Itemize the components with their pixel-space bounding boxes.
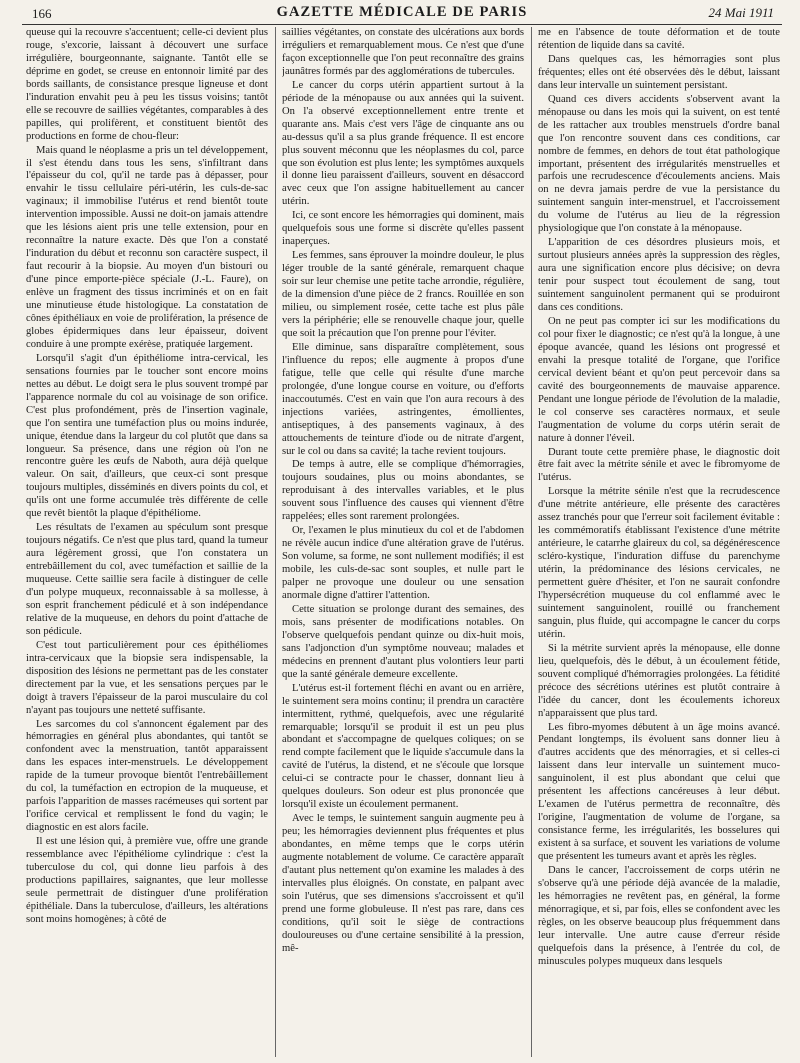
page-number: 166: [32, 6, 52, 21]
column-2: [282, 27, 524, 1057]
paragraph: Durant toute cette première phase, le diagnostic doit être fait avec la métrite sénile et avec le fibromyome de l'utérus.: [538, 446, 780, 484]
paragraph: Or, l'examen le plus minutieux du col et de l'abdomen ne révèle aucun indice d'une altération grave de l'utérus. Son volume, sa forme, ne sont nullement modifiés; il est mobile, les culs-de-sac sont souples, et nulle part le palper ne provoque une douleur ou une sensation anormale digne d'attirer l'attention.: [282, 525, 524, 601]
paragraph: Il est une lésion qui, à première vue, offre une grande ressemblance avec l'épithéliome cylindrique : c'est la tuberculose du col, qui donne lieu parfois à des productions papillaires, saignantes, que leur mollesse seule permettrait de distinguer d'une prolifération épithéliale. Dans la tuberculose, d'ailleurs, les altérations sont moins homogènes; à côté de: [26, 836, 268, 925]
paragraph: Lorsqu'il s'agit d'un épithéliome intra-cervical, les sensations fournies par le toucher sont encore moins nettes au début. Le doigt sera le plus souvent trompé par l'apparence normale du col au voisinage de son orifice. C'est plus profondément, près de l'insertion vaginale, que l'on sentira une tuméfaction plus ou moins indurée, unique, étendue dans la largeur du col plutôt que dans sa longueur. Sa présence, dans une région où l'on ne rencontre guère les œufs de Naboth, aura déjà quelque valeur. On sait, d'ailleurs, que ceux-ci sont presque toujours multiples, disséminés en divers points du col, et qu'ils ont une forme accumulée très différente de celle que revêt bientôt la plaque d'épithéliome.: [26, 352, 268, 520]
paragraph: Avec le temps, le suintement sanguin augmente peu à peu; les hémorragies deviennent plus fréquentes et plus abondantes, en même temps que le corps utérin augmente notablement de volume. Ce caractère apparaît d'autant plus nettement qu'on examine les malades à des intervalles plus éloignés. On constate, en palpant avec soin l'utérus, que ses dimensions s'accroissent et qu'il prend une forme globuleuse. Il n'est pas rare, dans ces conditions, qu'il soit le siège de contractions douloureuses ou d'une certaine sensibilité à la pression, mê-: [282, 813, 524, 954]
paragraph: Les résultats de l'examen au spéculum sont presque toujours négatifs. Ce n'est que plus tard, quand la tumeur aura légèrement grossi, que l'on constatera un entrebâillement du col, avec tuméfaction et saillie de la muqueuse. Cette saillie sera facile à distinguer de celle d'un polype muqueux, reconnaissable à sa mollesse, à son esprit franchement pédiculé et à son indépendance relative de la muqueuse, en dehors du point d'attache de son pédicule.: [26, 522, 268, 637]
paragraph: L'utérus est-il fortement fléchi en avant ou en arrière, le suintement sera moins continu; il prendra un caractère intermittent, rythmé, quelquefois, avec une régularité remarquable; lorsqu'il se produit il est un peu plus abondant et s'accompagne de quelques coliques; on se rend compte facilement que le liquide s'accumule dans la cavité de l'utérus, la distend, et ne s'écoule que lorsque celui-ci se contracte pour le chasser, donnant lieu à quelques douleurs. Son odeur est plus prononcée que lorsqu'il existe un écoulement permanent.: [282, 682, 524, 811]
issue-date: 24 Mai 1911: [708, 5, 774, 20]
paragraph: Cette situation se prolonge durant des semaines, des mois, sans présenter de modifications notables. On l'observe quelquefois pendant quinze ou dix-huit mois, sans l'adjonction d'un symptôme nouveau; malades et médecins en prennent d'autant plus volontiers leur parti que la santé générale demeure excellente.: [282, 603, 524, 680]
column-3: [538, 27, 780, 1057]
paragraph: Mais quand le néoplasme a pris un tel développement, il s'est étendu dans tous les sens, s'infiltrant dans l'épaisseur du col, qu'il ne tarde pas à dépasser, pour envahir le tissu cellulaire péri-utérin, les culs-de-sac vaginaux; il immobilise l'utérus et rend bientôt toute intervention impossible. Aussi ne doit-on jamais attendre que les lésions aient pris une telle extension, pour en reconnaître la nature exacte. Dès que l'on a constaté l'induration du début et reconnu son caractère suspect, il faut recourir à la biopsie. Au moyen d'un bistouri ou d'une pince emporte-pièce spéciale (J.-L. Faure), on enlève un fragment des tissus incriminés et on en fait une minutieuse étude histologique. La constatation de cônes épithéliaux en voie de prolifération, la présence de globes épidermiques dans leur épaisseur, doivent conduire à une prompte exérèse, pratiquée largement.: [26, 144, 268, 350]
paragraph: C'est tout particulièrement pour ces épithéliomes intra-cervicaux que la biopsie sera indispensable, la disposition des lésions ne permettant pas de les constater directement par la vue, et les sensations perçues par le doigt à travers l'épaisseur de la paroi musculaire du col n'ayant pas toujours une netteté suffisante.: [26, 639, 268, 716]
paragraph: De temps à autre, elle se complique d'hémorragies, toujours soudaines, plus ou moins abondantes, se reproduisant à des intervalles variables, et le plus souvent sous l'influence des causes qui viennent d'être rappelées; elles sont rarement prolongées.: [282, 459, 524, 523]
paragraph: Les fibro-myomes débutent à un âge moins avancé. Pendant longtemps, ils évoluent sans donner lieu à d'autres accidents que des ménorragies, et si celles-ci laissent dans leur intervalle un suintement muco-sanguinolent, il est plus abondant que celui que présentent les affections cancéreuses à leur début. L'examen de l'utérus permettra de reconnaître, dès l'origine, l'augmentation de volume de l'organe, sa consistance ferme, les irrégularités, les bosselures qui existent à sa surface, et souvent les variations de volume que présentent les tumeurs avant et après les règles.: [538, 721, 780, 863]
column-divider: [531, 27, 532, 1057]
paragraph: Si la métrite survient après la ménopause, elle donne lieu, quelquefois, dès le début, à un écoulement fétide, souvent compliqué d'hémorragies prolongées. La fétidité précoce des sécrétions utérines est plutôt contraire à l'idée du cancer, dont les écoulements ichoreux n'apparaissent que plus tard.: [538, 642, 780, 719]
paragraph: Dans le cancer, l'accroissement de corps utérin ne s'observe qu'à une période déjà avancée de la maladie, les hémorragies ne revêtent pas, en général, la forme ménorragique, et si, par fois, elles se confondent avec les règles, on les observe beaucoup plus fréquemment dans leur intervalle. Une autre cause d'erreur réside quelquefois dans la présence, à l'entrée du col, de minuscules polypes muqueux dans lesquels: [538, 865, 780, 967]
paragraph: Quand ces divers accidents s'observent avant la ménopause ou dans les mois qui la suivent, on est tenté de les rattacher aux troubles menstruels d'ordre banal que l'on rencontre souvent dans ces conditions, car nombre de femmes, en dehors de tout état pathologique important, présentent des irrégularités menstruelles et parfois une recrudescence d'écoulements anciens. Mais on ne devra jamais perdre de vue la persistance du suintement sanguin inter-menstruel, et l'accroissement du volume de l'utérus au lieu de la régression physiologique que l'on constate à la ménopause.: [538, 93, 780, 235]
paragraph: Les sarcomes du col s'annoncent également par des hémorragies en général plus abondantes, qui tantôt se confondent avec la menstruation, tantôt apparaissent dans les espaces inter-menstruels. Le développement rapide de la tumeur provoque bientôt l'entrebâillement du col, la tuméfaction en ectropion de la muqueuse, et parfois l'apparition de masses racémeuses qui sortent par l'orifice cervical et remplissent le fond du vagin; le diagnostic en est alors facile.: [26, 718, 268, 834]
column-1: [26, 27, 268, 1057]
paragraph: me en l'absence de toute déformation et de toute rétention de liquide dans sa cavité.: [538, 27, 780, 51]
paragraph: On ne peut pas compter ici sur les modifications du col pour fixer le diagnostic; ce n'est qu'à la longue, à une époque avancée, quand les lésions ont progressé et envahi la presque totalité de l'organe, que l'orifice cervical devient béant et qu'on peut percevoir dans sa cavité des bourgeonnements de mauvaise apparence. Pendant une longue période de l'évolution de la maladie, le col conserve ses caractères normaux, et seule l'augmentation de volume du corps utérin serait de nature à donner l'éveil.: [538, 315, 780, 444]
column-divider: [275, 27, 276, 1057]
paragraph: saillies végétantes, on constate des ulcérations aux bords irréguliers et remarquablement mous. Ce n'est que d'une façon exceptionnelle que l'on peut reconnaître des grains jaunâtres formés par des agglomérations de tubercules.: [282, 27, 524, 77]
paragraph: L'apparition de ces désordres plusieurs mois, et surtout plusieurs années après la suppression des règles, aura une signification encore plus décisive; on devra tenir pour suspect tout écoulement de sang, tout suintement sanguinolent permanent qui se produiront dans ces conditions.: [538, 237, 780, 314]
journal-title: GAZETTE MÉDICALE DE PARIS: [276, 4, 528, 20]
article-columns: [26, 27, 778, 1057]
paragraph: Ici, ce sont encore les hémorragies qui dominent, mais quelquefois sous une forme si discrète qu'elles passent inaperçues.: [282, 210, 524, 248]
paragraph: Dans quelques cas, les hémorragies sont plus fréquentes; elles ont été observées dès le début, laissant dans leur intervalle un suintement persistant.: [538, 53, 780, 91]
paragraph: Lorsque la métrite sénile n'est que la recrudescence d'une métrite antérieure, elle présente des caractères assez tranchés pour que l'erreur soit facilement évitable : les commémoratifs établissant l'existence d'une métrite antérieure, le catarrhe glaireux du col, sa dégénérescence scléro-kystique, l'induration diffuse du parenchyme utérin, la prédominance des lésions cervicales, ne permettent guère d'hésiter, et l'on ne saurait confondre l'hypersécrétion muqueuse du col enflammé avec le suintement sanguinolent, rouillé ou franchement sanguin, plus fluide, qui accompagne le cancer du corps utérin.: [538, 486, 780, 640]
paragraph: queuse qui la recouvre s'accentuent; celle-ci devient plus rouge, s'excorie, laissant à découvert une surface irrégulière, bourgeonnante, saignante. Tantôt elle se déprime en godet, se creuse en entonnoir limité par des bords saillants, de consistance presque ligneuse et dont l'induration envahit peu à peu les tissus voisins; tantôt elle se recouvre de saillies végétantes, comparables à des papilles, qui prolifèrent, et constituent bientôt des productions en forme de chou-fleur:: [26, 27, 268, 142]
paragraph: Les femmes, sans éprouver la moindre douleur, le plus léger trouble de la santé générale, remarquent chaque soir sur leur chemise une petite tache arrondie, régulière, de la dimension d'une pièce de 2 francs. Rouillée en son milieu, ou simplement rosée, cette tache est plus pâle vers la périphérie; elle se renouvelle chaque jour, quelle que soit la précaution que l'on prenne pour l'éviter.: [282, 250, 524, 339]
paragraph: Elle diminue, sans disparaître complètement, sous l'influence du repos; elle augmente à propos d'une fatigue, telle que celle qui résulte d'une marche prolongée, d'une longue course en voiture, ou d'efforts inaccoutumés. C'est en vain que l'on aura recours à des injections variées, astringentes, émollientes, antiseptiques, à des pansements vaginaux, à des attouchements de teinture d'iode ou de nitrate d'argent, sur le col ou dans sa cavité; la tache revient toujours.: [282, 341, 524, 457]
paragraph: Le cancer du corps utérin appartient surtout à la période de la ménopause ou aux années qui la suivent. On l'a observé exceptionnellement entre trente et quarante ans. Mais c'est vers l'âge de cinquante ans ou au-dessus qu'il a sa plus grande fréquence. Il est encore plus souvent méconnu que les néoplasmes du col, parce que son évolution est plus lente; les symptômes auxquels il donne lieu paraissent d'ailleurs, souvent en désaccord avec ceux que l'on assigne habituellement au cancer utérin.: [282, 79, 524, 208]
page-header: [22, 2, 782, 25]
